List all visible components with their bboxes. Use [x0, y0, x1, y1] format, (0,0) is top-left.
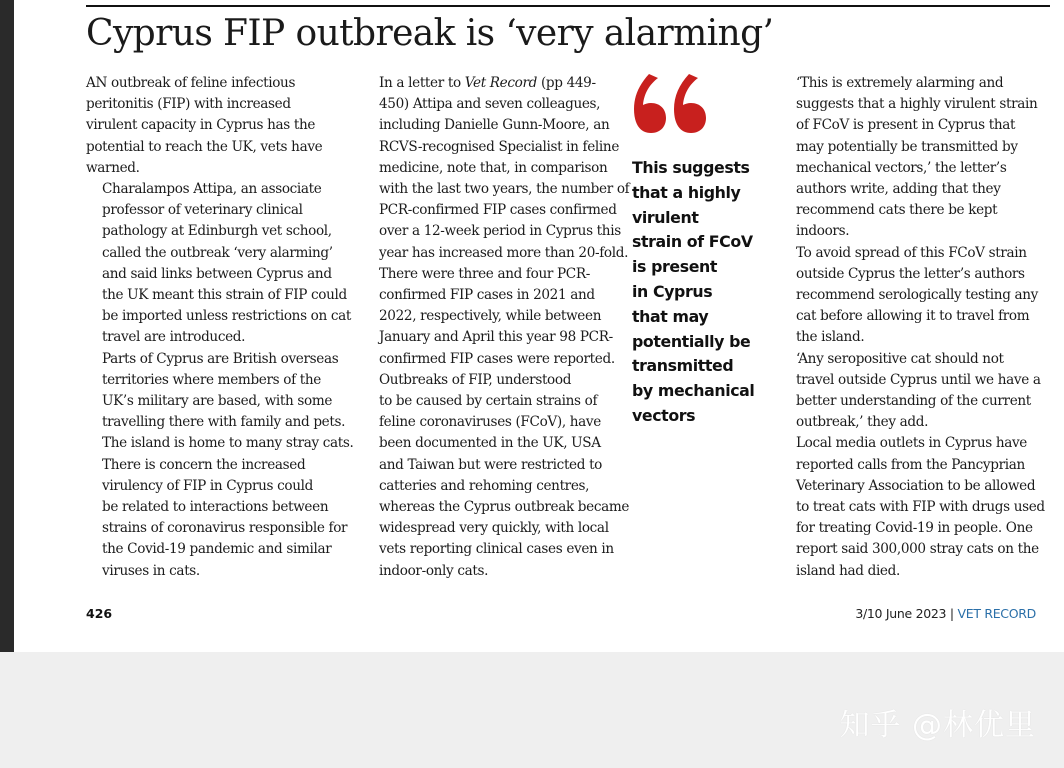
text-line: catteries and rehoming centres,	[379, 477, 590, 494]
text-line: pathology at Edinburgh vet school,	[102, 223, 332, 240]
text-line: professor of veterinary clinical	[102, 202, 303, 219]
text-line: and Taiwan but were restricted to	[379, 456, 603, 473]
pull-quote-line: virulent	[632, 207, 699, 227]
pull-quote-line: is present	[632, 257, 718, 277]
page-number: 426	[86, 606, 113, 621]
article-column-2	[363, 73, 629, 582]
paragraph	[363, 370, 629, 582]
text-line: recommend serologically testing any	[796, 287, 1039, 304]
paragraph	[363, 264, 629, 370]
text-line: the island.	[796, 329, 865, 346]
text-line: the UK meant this strain of FIP could	[102, 287, 347, 304]
text-line: travel outside Cyprus until we have a	[796, 371, 1041, 388]
top-rule	[86, 5, 1050, 7]
paragraph	[86, 349, 352, 455]
paragraph	[86, 455, 352, 582]
pull-quote-line: in Cyprus	[632, 281, 713, 301]
paragraph	[780, 349, 1050, 434]
text-line: confirmed FIP cases in 2021 and	[379, 287, 595, 304]
text-line: PCR-confirmed FIP cases confirmed	[379, 202, 617, 219]
paragraph	[780, 243, 1050, 349]
text-line: the Covid-19 pandemic and similar	[102, 541, 332, 558]
text-line: ‘Any seropositive cat should not	[796, 350, 1004, 367]
text-line: of FCoV is present in Cyprus that	[796, 117, 1016, 134]
text-line: island had died.	[796, 562, 900, 579]
text-line: indoors.	[796, 223, 850, 240]
pull-quote-line: that a highly	[632, 182, 741, 202]
text-line: medicine, note that, in comparison	[379, 159, 608, 176]
text-line: authors write, adding that they	[796, 181, 1001, 198]
text-line: ‘This is extremely alarming and	[796, 75, 1004, 91]
text-line: potential to reach the UK, vets have	[86, 138, 323, 155]
text-line: Parts of Cyprus are British overseas	[102, 350, 339, 367]
text-line: AN outbreak of feline infectious	[86, 75, 296, 91]
pull-quote	[632, 156, 782, 429]
text-line: cat before allowing it to travel from	[796, 308, 1030, 325]
text-line: may potentially be transmitted by	[796, 138, 1018, 155]
headline: Cyprus FIP outbreak is ‘very alarming’	[86, 13, 774, 54]
text-line: whereas the Cyprus outbreak became	[379, 499, 630, 516]
text-line: be related to interactions between	[102, 499, 329, 516]
paragraph	[363, 73, 629, 264]
text-line: recommend cats there be kept	[796, 202, 998, 219]
text-line: territories where members of the	[102, 371, 321, 388]
pull-quote-line: by mechanical	[632, 381, 755, 401]
pull-quote-line: transmitted	[632, 356, 734, 376]
text-line: be imported unless restrictions on cat	[102, 308, 352, 325]
text-line: and said links between Cyprus and	[102, 265, 332, 282]
quotation-mark-icon	[632, 69, 708, 141]
text-line: report said 300,000 stray cats on the	[796, 541, 1039, 558]
text-line: suggests that a highly virulent strain	[796, 96, 1038, 113]
text-line: To avoid spread of this FCoV strain	[796, 244, 1027, 261]
text-line: widespread very quickly, with local	[379, 520, 609, 537]
text-line: In a letter to Vet Record (pp 449-	[379, 75, 596, 91]
text-line: mechanical vectors,’ the letter’s	[796, 159, 1007, 176]
text-line: to treat cats with FIP with drugs used	[796, 499, 1045, 516]
paragraph	[780, 73, 1050, 243]
text-line: feline coronaviruses (FCoV), have	[379, 414, 601, 431]
text-line: travelling there with family and pets.	[102, 414, 346, 431]
text-line: The island is home to many stray cats.	[102, 435, 354, 452]
pull-quote-line: strain of FCoV	[632, 232, 753, 252]
text-line: indoor-only cats.	[379, 562, 489, 579]
text-line: better understanding of the current	[796, 393, 1031, 410]
journal-name: VET RECORD	[957, 606, 1036, 621]
text-line: over a 12-week period in Cyprus this	[379, 223, 621, 240]
text-line: virulent capacity in Cyprus has the	[86, 117, 316, 134]
text-line: January and April this year 98 PCR-	[379, 329, 613, 346]
text-line: outside Cyprus the letter’s authors	[796, 265, 1025, 282]
footer-separator: |	[946, 606, 958, 621]
text-line: 2022, respectively, while between	[379, 308, 602, 325]
issue-footer	[855, 606, 1036, 621]
text-line: to be caused by certain strains of	[379, 393, 598, 410]
pull-quote-line: potentially be	[632, 331, 751, 351]
text-line: Local media outlets in Cyprus have	[796, 435, 1028, 452]
text-line: reported calls from the Pancyprian	[796, 456, 1025, 473]
text-line: There were three and four PCR-	[379, 265, 590, 282]
article-column-1	[86, 73, 352, 582]
text-line: virulency of FIP in Cyprus could	[102, 477, 314, 494]
paragraph	[86, 179, 352, 349]
text-line: Outbreaks of FIP, understood	[379, 371, 572, 388]
text-line: year has increased more than 20-fold.	[379, 244, 629, 261]
paragraph	[780, 433, 1050, 581]
pull-quote-line: vectors	[632, 405, 696, 425]
pull-quote-line: that may	[632, 306, 709, 326]
text-line: 450) Attipa and seven colleagues,	[379, 96, 601, 113]
text-line: warned.	[86, 159, 140, 176]
text-line: viruses in cats.	[102, 562, 200, 579]
text-line: outbreak,’ they add.	[796, 414, 929, 431]
left-dark-edge	[0, 0, 14, 652]
text-line: travel are introduced.	[102, 329, 246, 346]
issue-date: 3/10 June 2023	[855, 606, 947, 621]
text-line: confirmed FIP cases were reported.	[379, 350, 615, 367]
text-line: including Danielle Gunn-Moore, an	[379, 117, 610, 134]
text-line: called the outbreak ‘very alarming’	[102, 244, 333, 261]
text-line: Charalampos Attipa, an associate	[102, 181, 322, 198]
watermark: 知乎 @林优里	[839, 708, 1036, 743]
paragraph	[86, 73, 352, 179]
text-line: There is concern the increased	[102, 456, 306, 473]
text-line: been documented in the UK, USA	[379, 435, 601, 452]
text-line: strains of coronavirus responsible for	[102, 520, 348, 537]
text-line: vets reporting clinical cases even in	[379, 541, 614, 558]
text-line: peritonitis (FIP) with increased	[86, 96, 291, 113]
text-line: RCVS-recognised Specialist in feline	[379, 138, 620, 155]
article-column-4	[780, 73, 1050, 582]
text-line: Veterinary Association to be allowed	[796, 477, 1036, 494]
text-line: with the last two years, the number of	[379, 181, 630, 198]
pull-quote-line: This suggests	[632, 158, 750, 177]
magazine-page	[14, 0, 1064, 652]
text-line: for treating Covid-19 in people. One	[796, 520, 1033, 537]
text-line: UK’s military are based, with some	[102, 393, 333, 410]
